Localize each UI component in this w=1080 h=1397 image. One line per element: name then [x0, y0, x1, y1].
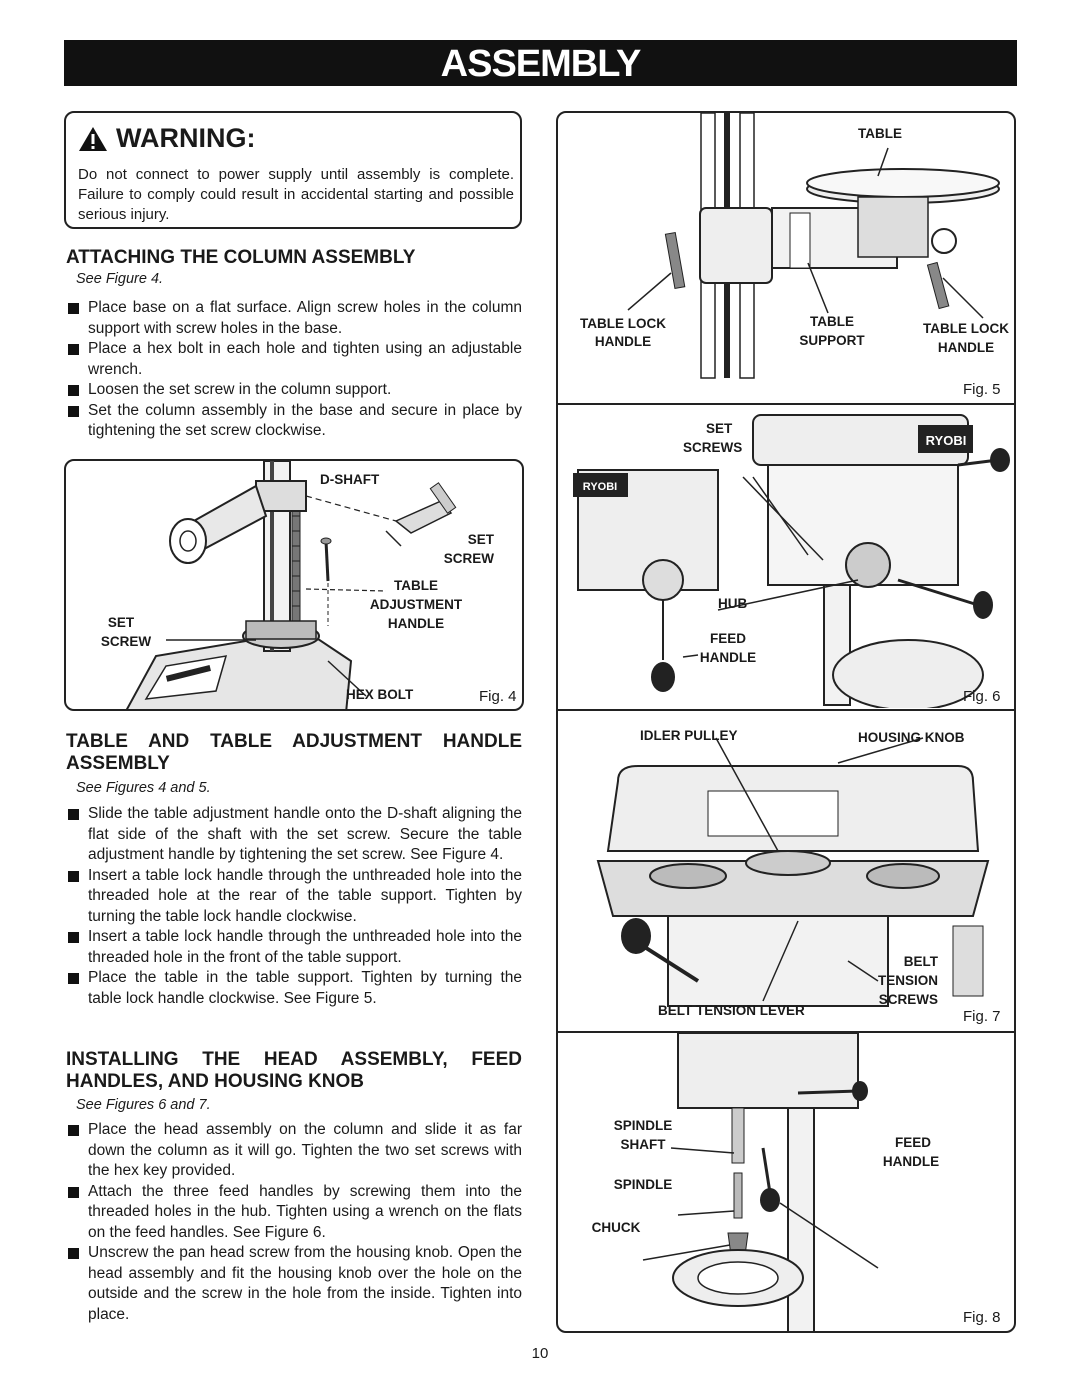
list-item: Place the head assembly on the column and slide it as far down the column as it will go. Tighten the two set screws with the hex key provided.: [66, 1120, 522, 1182]
label-spindle: SPINDLE: [613, 1177, 673, 1192]
section-title-head: INSTALLING THE HEAD ASSEMBLY, FEED HANDLES, AND HOUSING KNOB: [66, 1049, 522, 1092]
warning-box: [64, 111, 522, 229]
label-spindle-shaft-2: SHAFT: [620, 1137, 666, 1152]
head-steps-list: [66, 1120, 522, 1325]
table-steps-list: [66, 804, 522, 1009]
list-item: Set the column assembly in the base and secure in place by tightening the set screw clockwise.: [66, 401, 522, 442]
label-set-screw-left-2: SCREW: [100, 634, 152, 649]
page-banner: ASSEMBLY: [64, 40, 1017, 86]
label-set-screw-left-1: SET: [107, 615, 135, 630]
label-hub: HUB: [718, 596, 748, 611]
label-belt-tension-2: TENSION: [877, 973, 938, 988]
pulley-housing-illustration: [558, 711, 1016, 1031]
head-assembly-illustration: [558, 405, 1016, 708]
list-item: Unscrew the pan head screw from the housing knob. Open the head assembly and fit the housing knob over the hole on the outside and the screw in the hole from the inside. Tighten into place.: [66, 1243, 522, 1325]
list-item: Insert a table lock handle through the unthreaded hole into the threaded hole at the rear of the table support. Tighten by turning the table lock handle clockwise.: [66, 866, 522, 928]
list-item: Attach the three feed handles by screwing them into the threaded holes in the hub. Tighten using a wrench on the flats on the feed handles. See Figure 6.: [66, 1182, 522, 1244]
label-tlh-left-1: TABLE LOCK: [580, 316, 666, 331]
label-chuck: CHUCK: [591, 1220, 641, 1235]
label-d-shaft: D-SHAFT: [320, 472, 380, 487]
warning-text: Do not connect to power supply until assembly is complete. Failure to comply could result in accidental starting and possible serious injury.: [78, 166, 514, 223]
label-tlh-right-2: HANDLE: [937, 340, 995, 355]
see-figures-4-5: See Figures 4 and 5.: [76, 780, 211, 796]
label-housing-knob: HOUSING KNOB: [858, 730, 965, 745]
list-item: Place base on a flat surface. Align screw holes in the column support with screw holes in the base.: [66, 298, 522, 339]
list-item: Insert a table lock handle through the unthreaded hole into the threaded hole in the front of the table support.: [66, 927, 522, 968]
label-tah-3: HANDLE: [387, 616, 445, 631]
figure-column: [556, 111, 1016, 1333]
label-table: TABLE: [858, 126, 902, 141]
list-item: Loosen the set screw in the column support.: [66, 380, 522, 401]
label-tah-2: ADJUSTMENT: [369, 597, 463, 612]
label-belt-tension-3: SCREWS: [878, 992, 938, 1007]
brand-logo-right: RYOBI: [925, 433, 967, 448]
label-set-screws-2: SCREWS: [683, 440, 743, 455]
warning-triangle-icon: [78, 126, 108, 152]
figure-4: [64, 459, 524, 711]
label-set-screws-1: SET: [706, 421, 733, 436]
label-spindle-shaft-1: SPINDLE: [613, 1118, 673, 1133]
page-number: 10: [531, 1345, 549, 1362]
label-feed-handle-8-1: FEED: [894, 1135, 931, 1150]
figure-6-number: Fig. 6: [963, 688, 1001, 705]
label-set-screw-right-1: SET: [467, 532, 494, 547]
label-tlh-left-2: HANDLE: [594, 334, 652, 349]
list-item: Slide the table adjustment handle onto the D-shaft aligning the flat side of the shaft with the set screw. Secure the table adjustment handle by tightening the set screw. See Figure 4.: [66, 804, 522, 866]
figure-8-number: Fig. 8: [963, 1309, 1001, 1326]
section-title-column: ATTACHING THE COLUMN ASSEMBLY: [66, 247, 416, 268]
warning-title: WARNING:: [116, 123, 256, 153]
label-belt-tension-lever: BELT TENSION LEVER: [658, 1003, 805, 1018]
figure-7-number: Fig. 7: [963, 1008, 1001, 1025]
label-ts-2: SUPPORT: [799, 333, 865, 348]
list-item: Place a hex bolt in each hole and tighten using an adjustable wrench.: [66, 339, 522, 380]
label-tlh-right-1: TABLE LOCK: [923, 321, 1009, 336]
label-idler-pulley: IDLER PULLEY: [640, 728, 738, 743]
label-feed-handle-8-2: HANDLE: [882, 1154, 940, 1169]
figure-4-number: Fig. 4: [479, 688, 517, 705]
section-title-table: TABLE AND TABLE ADJUSTMENT HANDLE ASSEMBLY: [66, 731, 522, 774]
brand-logo-left: RYOBI: [582, 481, 618, 493]
figure-5-number: Fig. 5: [963, 381, 1001, 398]
label-feed-handle-1: FEED: [709, 631, 746, 646]
column-steps-list: [66, 298, 522, 442]
label-hex-bolt: HEX BOLT: [346, 687, 414, 702]
see-figures-6-7: See Figures 6 and 7.: [76, 1097, 211, 1113]
label-tah-1: TABLE: [394, 578, 438, 593]
see-figure-4: See Figure 4.: [76, 271, 164, 287]
table-support-illustration: [558, 113, 1016, 403]
label-feed-handle-2: HANDLE: [699, 650, 757, 665]
list-item: Place the table in the table support. Tighten by turning the table lock handle clockwise. See Figure 5.: [66, 968, 522, 1009]
warning-heading: [78, 123, 255, 154]
label-belt-tension-1: BELT: [903, 954, 938, 969]
label-set-screw-right-2: SCREW: [443, 551, 494, 566]
label-ts-1: TABLE: [810, 314, 854, 329]
